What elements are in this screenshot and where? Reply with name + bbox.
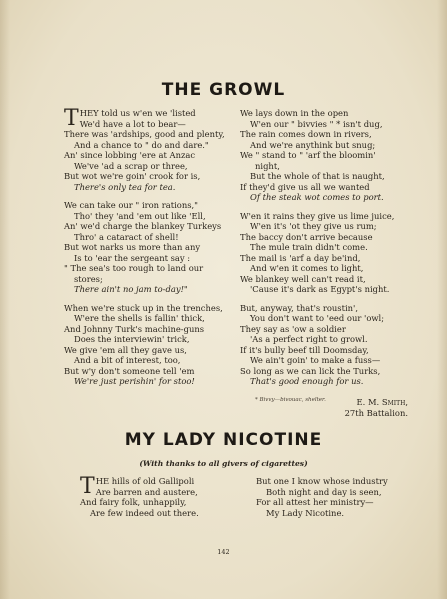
poem2-left-column [80,476,199,518]
poem-line: If it's bully beef till Doomsday, [240,344,369,355]
poem-line: And Johnny Turk's machine-guns [64,323,205,334]
poem-line: night, [255,160,280,171]
poem-line: We've 'ad a scrap or three, [74,160,188,171]
poem-line: And fairy folk, unhappily, [80,497,187,507]
poem-line: We're just perishin' for stoo! [74,376,195,386]
poem-line: And we're anythink but snug; [250,139,376,150]
poem-line: 'As a perfect right to growl. [250,334,368,344]
poem1-right-column [240,108,394,395]
poem-line: THE hills of old Gallipoli [80,474,195,499]
poem-line: But w'y don't someone tell 'em [64,365,195,376]
poem-line: We can take our " iron rations," [64,200,199,210]
poem-line: There was 'ardships, good and plenty, [64,129,225,139]
poem-line: W'en it rains they give us lime juice, [240,210,395,221]
poem-line: There's only tea for tea. [74,181,176,192]
poem-line: We blankey well can't read it, [240,273,366,284]
poem-line: The baccy don't arrive because [240,231,373,242]
poem1-stanza [240,303,394,387]
poem-line: Does the interviewin' trick, [74,334,190,344]
poem1-stanza [64,303,225,387]
poem-line: Of the steak wot comes to port. [250,192,384,202]
poem-line: You don't want to 'eed our 'owl; [250,313,385,323]
poem-line: Tho' they 'and 'em out like 'Ell, [74,210,206,221]
poem-title-the-growl: THE GROWL [161,80,286,100]
poem-subtitle: (With thanks to all givers of cigarettes) [139,459,308,468]
poem-line: W'en our " bivvies " * isn't dug, [250,118,383,129]
poem-line: But the whole of that is naught, [250,171,385,181]
poem-line: But one I know whose industry [256,476,388,486]
poem-line: But, anyway, that's roustin', [240,302,358,313]
poem1-stanza [64,200,225,295]
poem-title-my-lady-nicotine: MY LADY NICOTINE [124,430,323,450]
poem-line: An' we'd charge the blankey Turkeys [64,221,222,231]
poem-line: If they'd give us all we wanted [240,181,370,192]
author-signature [330,397,408,418]
poem-line: W'en it's 'ot they give us rum; [250,221,377,231]
poem-line: We ain't goin' to make a fuss— [250,355,381,365]
poem-line: " The sea's too rough to land our [64,263,204,273]
poem-line: The rain comes down in rivers, [240,129,372,139]
author-name: E. M. Smith, [356,397,408,407]
poem-line: Thro' a cataract of shell! [74,231,179,242]
poem-line: And w'en it comes to light, [250,263,364,273]
poem-line: The mail is 'arf a day be'ind, [240,252,361,263]
poem-line: The mule train didn't come. [250,242,368,252]
poem-line: They say as 'ow a soldier [240,323,346,334]
poem-line: Are few indeed out there. [90,507,199,518]
poem-line: We lays down in the open [240,108,349,118]
page-number: 142 [217,548,230,556]
poem-line: For all attest her ministry— [256,497,374,507]
poem-line: But wot narks us more than any [64,242,201,252]
poem-line: And a chance to " do and dare." [74,139,209,150]
poem-line: We " stand to " 'arf the bloomin' [240,150,376,160]
poem-line: 'Cause it's dark as Egypt's night. [250,284,390,294]
footnote: * Bivvy—bivouac, shelter. [255,397,326,403]
poem-line: So long as we can lick the Turks, [240,365,381,376]
poem-line: W'ere the shells is fallin' thick, [74,313,205,323]
poem-line: But wot we're goin' crook for is, [64,171,201,181]
poem-line: Is to 'ear the sergeant say : [74,252,191,263]
poem-line: Both night and day is seen, [266,486,382,497]
poem-line: We give 'em all they gave us, [64,344,187,355]
poem-line: That's good enough for us. [250,376,364,386]
author-battalion: 27th Battalion. [344,407,408,418]
poem1-left-column [64,108,225,395]
poem-line: When we're stuck up in the trenches, [64,302,223,313]
poem-line: We'd have a lot to bear— [79,118,186,129]
poem-line: stores; [74,273,103,284]
poem-line: And a bit of interest, too, [74,355,181,365]
poem2-right-column [256,476,388,518]
poem-line: Are barren and austere, [95,486,198,497]
poem-line: My Lady Nicotine. [266,507,345,518]
poem1-stanza [240,211,394,295]
poem1-stanza [240,108,394,203]
poem-line: THEY told us w'en we 'listed [64,106,196,131]
poem1-stanza [64,108,225,192]
poem-line: There ain't no jam to-day!" [74,284,188,294]
poem-line: An' since lobbing 'ere at Anzac [64,150,196,160]
